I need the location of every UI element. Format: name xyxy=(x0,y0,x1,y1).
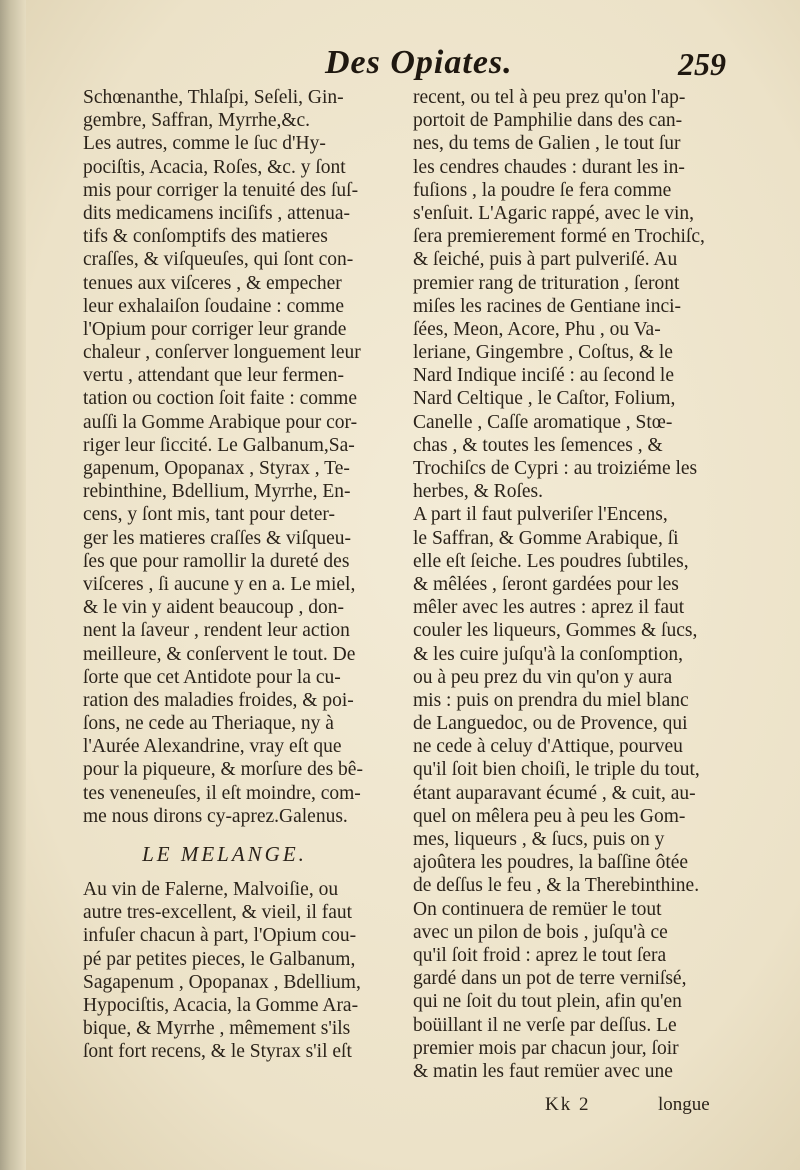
page-number: 259 xyxy=(678,46,726,82)
text-line: mis pour corriger la tenuité des ſuſ- xyxy=(83,179,359,201)
text-line: s'enſuit. L'Agaric rappé, avec le vin, xyxy=(413,202,694,224)
text-line: mes, liqueurs , & ſucs, puis on y xyxy=(413,829,665,850)
text-line: ſera premierement formé en Trochiſc, xyxy=(413,226,705,248)
text-line: premier mois par chacun jour, ſoir xyxy=(413,1037,679,1059)
text-line: cens, y ſont mis, tant pour deter- xyxy=(83,504,335,526)
text-line: tenues aux viſceres , & empecher xyxy=(83,272,342,294)
text-line: recent, ou tel à peu prez qu'on l'ap- xyxy=(413,87,686,108)
text-line: & le vin y aident beaucoup , don- xyxy=(83,597,345,619)
text-line: Nard Indique inciſé : au ſecond le xyxy=(413,365,674,387)
text-line: l'Aurée Alexandrine, vray eſt que xyxy=(83,736,342,758)
text-line: herbes, & Roſes. xyxy=(413,481,543,503)
text-line: & mêlées , ſeront gardées pour les xyxy=(413,573,679,595)
text-line: auſſi la Gomme Arabique pour cor- xyxy=(83,411,358,433)
text-line: gembre, Saffran, Myrrhe,&c. xyxy=(83,110,311,132)
text-line: leriane, Gingembre , Coſtus, & le xyxy=(413,342,673,364)
text-line: nent la ſaveur , rendent leur action xyxy=(83,620,350,642)
left-column xyxy=(83,86,366,1064)
text-line: boüillant il ne verſe par deſſus. Le xyxy=(413,1014,677,1036)
signature-mark: Kk 2 xyxy=(545,1094,591,1115)
text-line: autre tres-excellent, & vieil, il faut xyxy=(83,902,353,924)
text-line: bique, & Myrrhe , mêmement s'ils xyxy=(83,1018,351,1040)
text-line: premier rang de trituration , ſeront xyxy=(413,272,680,294)
text-line: portoit de Pamphilie dans des can- xyxy=(413,110,683,132)
text-line: vertu , attendant que leur fermen- xyxy=(83,365,344,387)
text-line: chas , & toutes les ſemences , & xyxy=(413,434,663,456)
text-line: pé par petites pieces, le Galbanum, xyxy=(83,948,356,970)
catchword: longue xyxy=(658,1094,710,1115)
text-line: tifs & conſomptifs des matieres xyxy=(83,226,328,248)
text-line: ger les matieres craſſes & viſqueu- xyxy=(83,527,352,549)
text-line: leur exhalaiſon ſoudaine : comme xyxy=(83,295,344,317)
text-line: nes, du tems de Galien , le tout ſur xyxy=(413,133,681,155)
text-line: Les autres, comme le ſuc d'Hy- xyxy=(83,133,326,155)
text-line: A part il faut pulveriſer l'Encens, xyxy=(413,504,668,526)
text-line: pour la piqueure, & morſure des bê- xyxy=(83,759,363,781)
text-line: ſorte que cet Antidote pour la cu- xyxy=(83,666,341,688)
text-line: rebinthine, Bdellium, Myrrhe, En- xyxy=(83,481,351,503)
text-line: étant auparavant écumé , & cuit, au- xyxy=(413,782,696,804)
text-line: Hypociſtis, Acacia, la Gomme Ara- xyxy=(83,994,359,1016)
text-line: l'Opium pour corriger leur grande xyxy=(83,318,347,340)
text-line: Canelle , Caſſe aromatique , Stœ- xyxy=(413,411,673,433)
text-line: & matin les faut remüer avec une xyxy=(413,1060,673,1082)
text-line: tes veneneuſes, il eſt moindre, com- xyxy=(83,782,361,804)
text-line: ou à peu prez du vin qu'on y aura xyxy=(413,666,673,688)
text-line: couler les liqueurs, Gommes & ſucs, xyxy=(413,620,698,642)
text-line: Trochiſcs de Cypri : au troiziéme les xyxy=(413,458,698,479)
book-spine-shadow xyxy=(0,0,26,1170)
text-line: les cendres chaudes : durant les in- xyxy=(413,156,685,178)
text-line: miſes les racines de Gentiane inci- xyxy=(413,295,682,317)
text-line: elle eſt ſeiche. Les poudres ſubtiles, xyxy=(413,550,689,572)
text-line: & les cuire juſqu'à la conſomption, xyxy=(413,643,683,665)
text-line: tation ou coction ſoit faite : comme xyxy=(83,388,358,410)
text-line: riger leur ſiccité. Le Galbanum,Sa- xyxy=(83,434,355,456)
text-line: dits medicamens inciſifs , attenua- xyxy=(83,202,350,224)
text-line: de deſſus le feu , & la Therebinthine. xyxy=(413,875,700,897)
text-line: & ſeiché, puis à part pulveriſé. Au xyxy=(413,249,678,271)
text-line: ſées, Meon, Acore, Phu , ou Va- xyxy=(413,318,661,340)
text-line: avec un pilon de bois , juſqu'à ce xyxy=(413,921,668,943)
running-title: Des Opiates. xyxy=(325,44,513,81)
text-line: craſſes, & viſqueuſes, qui ſont con- xyxy=(83,249,354,271)
text-line: qu'il ſoit bien choiſi, le triple du tout, xyxy=(413,759,700,781)
page-header xyxy=(0,40,800,90)
page-footer xyxy=(0,1092,800,1122)
text-line: gardé dans un pot de terre verniſsé, xyxy=(413,968,687,990)
text-line: ne cede à celuy d'Attique, pourveu xyxy=(413,736,683,758)
text-line: infuſer chacun à part, l'Opium cou- xyxy=(83,925,357,947)
text-line: pociſtis, Acacia, Roſes, &c. y ſont xyxy=(83,156,346,178)
text-line: gapenum, Opopanax , Styrax , Te- xyxy=(83,458,350,479)
text-line: Nard Celtique , le Caſtor, Folium, xyxy=(413,388,676,410)
right-column xyxy=(413,86,726,1083)
text-line: quel on mêlera peu à peu les Gom- xyxy=(413,805,686,827)
text-line: le Saffran, & Gomme Arabique, ſi xyxy=(413,527,679,549)
text-line: Au vin de Falerne, Malvoiſie, ou xyxy=(83,879,339,900)
text-line: ration des maladies froides, & poi- xyxy=(83,689,354,711)
text-line: ſons, ne cede au Theriaque, ny à xyxy=(83,713,334,735)
text-line: meilleure, & conſervent le tout. De xyxy=(83,643,356,665)
text-line: Sagapenum , Opopanax , Bdellium, xyxy=(83,971,361,993)
text-line: On continuera de remüer le tout xyxy=(413,898,662,920)
section-title: LE MELANGE. xyxy=(142,842,307,866)
text-line: chaleur , conſerver longuement leur xyxy=(83,342,361,364)
text-line: mis : puis on prendra du miel blanc xyxy=(413,689,689,711)
text-line: viſceres , ſi aucune y en a. Le miel, xyxy=(83,573,356,595)
text-line: Schœnanthe, Thlaſpi, Seſeli, Gin- xyxy=(83,87,344,108)
text-line: mêler avec les autres : aprez il faut xyxy=(413,597,685,619)
text-line: ſont fort recens, & le Styrax s'il eſt xyxy=(83,1041,352,1063)
text-line: fuſions , la poudre ſe fera comme xyxy=(413,179,672,201)
text-line: qu'il ſoit froid : aprez le tout ſera xyxy=(413,944,667,966)
text-line: me nous dirons cy-aprez.Galenus. xyxy=(83,805,348,827)
text-line: ajoûtera les poudres, la baſſine ôtée xyxy=(413,852,689,874)
text-line: qui ne ſoit du tout plein, afin qu'en xyxy=(413,991,682,1013)
text-line: ſes que pour ramollir la dureté des xyxy=(83,550,350,572)
text-line: de Languedoc, ou de Provence, qui xyxy=(413,713,688,735)
